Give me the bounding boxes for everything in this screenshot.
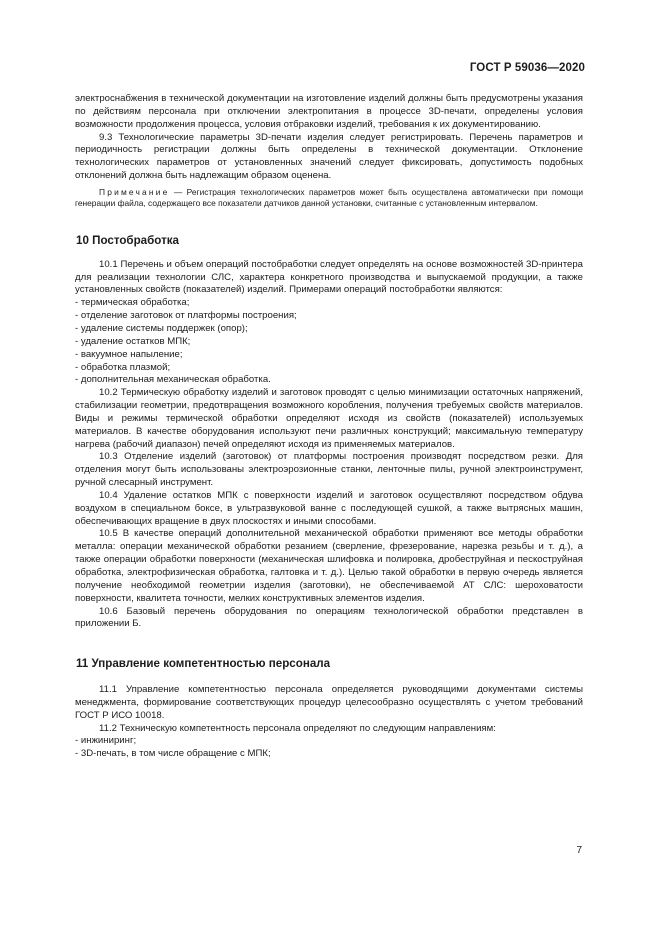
postprocessing-list xyxy=(75,297,583,387)
page-number: 7 xyxy=(576,845,582,856)
paragraph-11-2: 11.2 Техническую компетентность персонала определяют по следующим направлениям: xyxy=(99,722,496,734)
paragraph-10-6: 10.6 Базовый перечень оборудования по операциям технологической обработки представлен в приложении Б. xyxy=(75,605,583,630)
section-11-title: 11 Управление компетентностью персонала xyxy=(76,657,331,671)
list-item: - инжиниринг; xyxy=(75,735,137,747)
paragraph-10-1: 10.1 Перечень и объем операций постобработки следует определять на основе возможностей 3D-принтера для реализации технологии СЛС, характера конкретного производства и выпускаемой продукции, а также установленных свойств (показателей) изделий. Примерами операций постобработки являются: xyxy=(75,258,583,296)
list-item: - удаление остатков МПК; xyxy=(75,335,191,347)
paragraph-9-3: 9.3 Технологические параметры 3D-печати изделия следует регистрировать. Перечень параметров и периодичность регистрации должны быть определены в технической документации. Отклонение технологических параметров от установленных значений следует фиксировать, допустимость подобных отклонений должна быть надлежащим образом оценена. xyxy=(75,131,583,182)
competence-list xyxy=(75,735,583,761)
list-item: - дополнительная механическая обработка. xyxy=(75,374,271,386)
paragraph-continuation: электроснабжения в технической документации на изготовление изделий должны быть предусмотрены указания по действиям персонала при отключении электропитания в процессе 3D-печати, определены условия возможности продолжения процесса, условия отбраковки изделий, требования к их документированию. xyxy=(75,93,583,130)
paragraph-10-3: 10.3 Отделение изделий (заготовок) от платформы построения производят посредством резки. Для отделения могут быть использованы электроэрозионные станки, ленточные пилы, ручной электроинструмент, ручной слесарный инструмент. xyxy=(75,451,583,489)
paragraph-11-1: 11.1 Управление компетентностью персонала определяется руководящими документами системы менеджмента, формирование соответствующих процедур целесообразно осуществлять с учетом требований ГОСТ Р ИСО 10018. xyxy=(75,684,583,721)
list-item: - термическая обработка; xyxy=(75,297,190,309)
paragraph-10-5: 10.5 В качестве операций дополнительной механической обработки применяют все методы обработки металла: операции механической обработки резанием (сверление, фрезерование, нарезка резьбы и т. д.), а также операции обработки поверхности (механическая шлифовка и полировка, дробеструйная и пескоструйная обработка, электрофизическая обработка, галтовка и т. д.). Целью такой обработки в первую очередь является получение необходимой геометрии изделия (заготовки), не обеспечиваемой АТ СЛС: шероховатости поверхности, квалитета точности, мелких конструктивных элементов изделия. xyxy=(75,528,583,604)
paragraph-10-4: 10.4 Удаление остатков МПК с поверхности изделий и заготовок осуществляют посредством обдува воздухом в специальном боксе, в ультразвуковой ванне с последующей сушкой, а также вытрясных машин, обеспечивающих вращение в двух плоскостях и иными способами. xyxy=(75,489,583,527)
paragraph-10-2: 10.2 Термическую обработку изделий и заготовок проводят с целью минимизации остаточных напряжений, стабилизации геометрии, предотвращения возможного коробления, получения требуемых свойств материалов. Виды и режимы термической обработки определяют исходя из свойств (показателей) используемых материалов. В качестве оборудования используют печи различных конструкций; максимальную температуру нагрева (рабочий диапазон) печей определяют исходя из применяемых материалов. xyxy=(75,387,583,450)
section-10-title: 10 Постобработка xyxy=(76,233,180,247)
list-item: - отделение заготовок от платформы построения; xyxy=(75,310,297,322)
note-label: Примечание xyxy=(99,186,170,197)
note xyxy=(75,187,583,209)
list-item: - удаление системы поддержек (опор); xyxy=(75,322,248,334)
note-text: — Регистрация технологических параметров может быть осуществлена автоматически при помощи генерации файла, содержащего все показатели датчиков данной установки, считанные с установленным интервалом. xyxy=(75,186,583,208)
list-item: - 3D-печать, в том числе обращение с МПК; xyxy=(75,748,271,760)
page-content xyxy=(75,93,583,761)
list-item: - обработка плазмой; xyxy=(75,361,171,373)
document-code: ГОСТ Р 59036—2020 xyxy=(469,62,585,74)
list-item: - вакуумное напыление; xyxy=(75,348,183,360)
